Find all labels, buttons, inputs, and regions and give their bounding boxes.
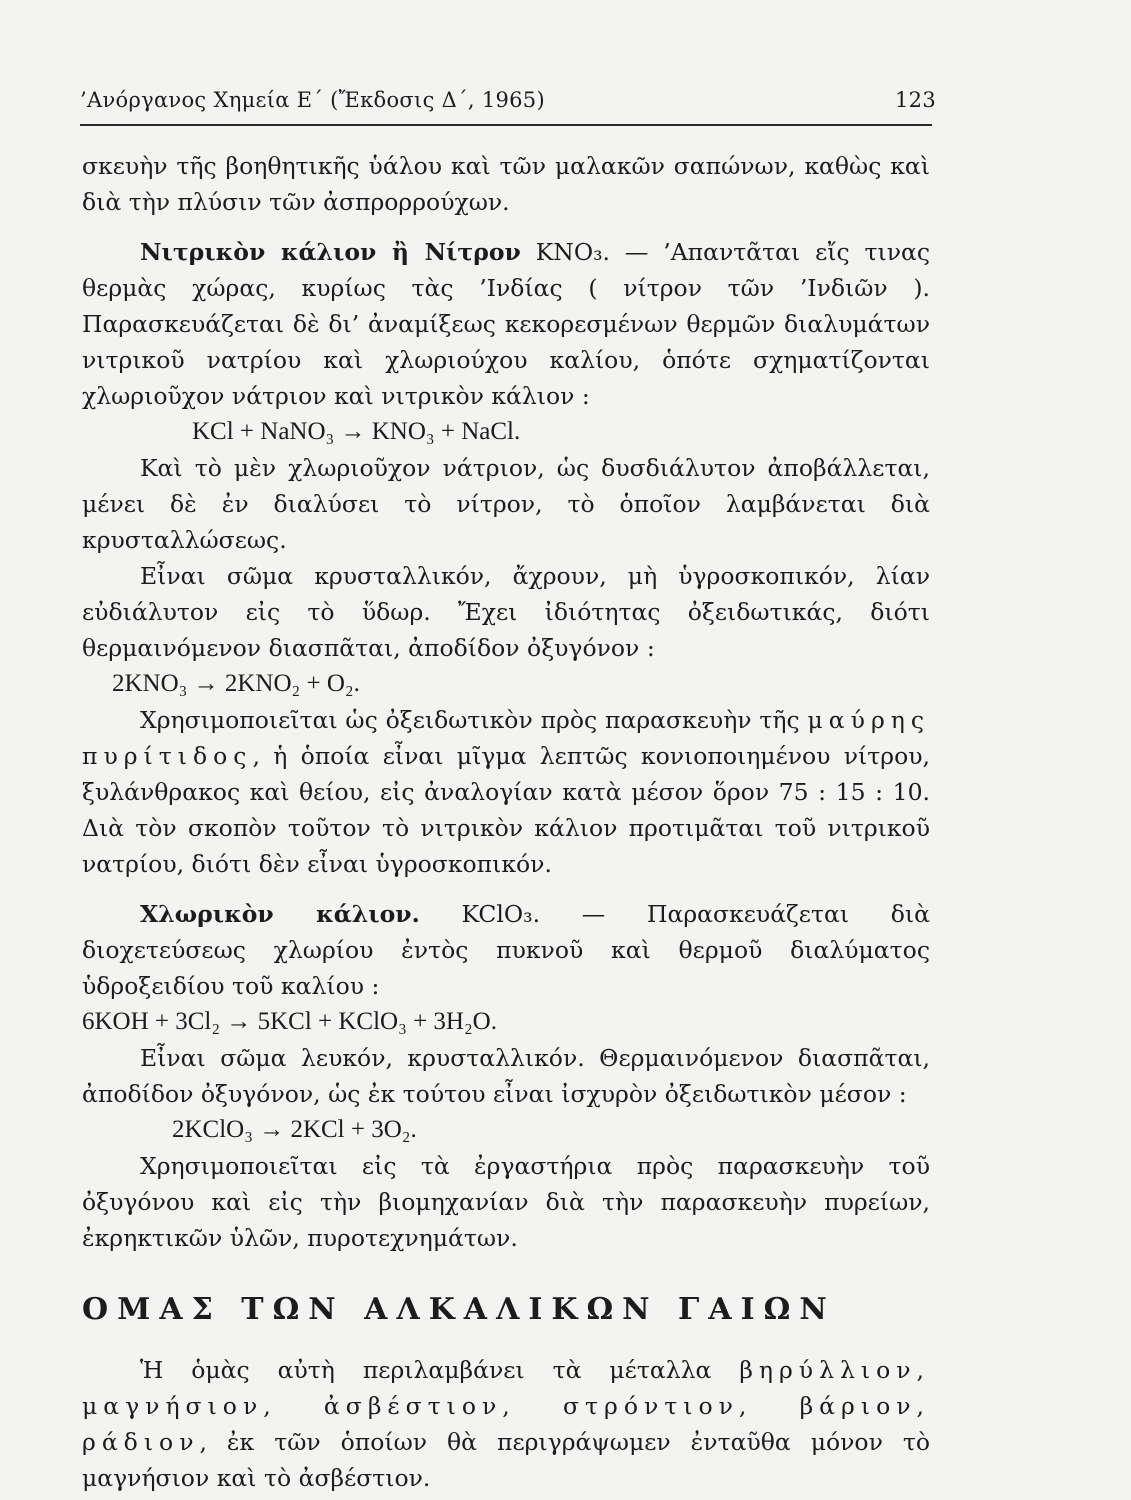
- term-metals-list: βηρύλλιον, μαγνήσιον, ἀσβέστιον, στρόντιον, βάριον, ράδιον: [82, 1356, 930, 1456]
- equation-kclo3-preparation: 6KOH + 3Cl₂ → 5KCl + KClO₃ + 3H₂O.: [82, 1008, 497, 1035]
- kno3-uses-text-b: , ἡ ὁποία εἶναι μῖγμα λεπτῶς κονιοποιημένου νίτρου, ξυλάνθρακος καὶ θείου, εἰς ἀναλογίαν κατὰ μέσον ὅρον 75 : 15 : 10. Διὰ τὸν σκοπὸν τοῦτον τὸ νιτρικὸν κάλιον προτιμᾶται τοῦ νιτρικοῦ νατρίου, διότι δὲν εἶναι ὑγροσκοπικόν.: [82, 742, 930, 878]
- heading-kclo3: Χλωρικὸν κάλιον.: [140, 900, 420, 928]
- page-number: 123: [895, 88, 936, 112]
- paragraph-kclo3-uses: Χρησιμοποιεῖται εἰς τὰ ἐργαστήρια πρὸς παρασκευὴν τοῦ ὀξυγόνου καὶ εἰς τὴν βιομηχανίαν διὰ τὴν παρασκευὴν πυρείων, ἐκρηκτικῶν ὑλῶν, πυροτεχνημάτων.: [82, 1152, 930, 1252]
- paragraph-section-intro: [82, 1352, 930, 1496]
- paragraph-kno3-intro: [82, 234, 930, 414]
- formula-kno3: KNO₃. —: [520, 238, 664, 266]
- paragraph-continued: σκευὴν τῆς βοηθητικῆς ὑάλου καὶ τῶν μαλακῶν σαπώνων, καθὼς καὶ διὰ τὴν πλύσιν τῶν ἀσπρορρούχων.: [82, 152, 930, 216]
- page-body: [82, 148, 930, 1496]
- heading-kno3: Νιτρικὸν κάλιον ἢ Νίτρον: [140, 238, 521, 266]
- equation-kclo3-decomposition: 2KClO₃ → 2KCl + 3O₂.: [172, 1116, 417, 1143]
- running-header: [80, 88, 936, 112]
- section-title: ΟΜΑΣ ΤΩΝ ΑΛΚΑΛΙΚΩΝ ΓΑΙΩΝ: [82, 1292, 836, 1327]
- paragraph-kclo3-intro: [82, 896, 930, 1004]
- paragraph-kclo3-properties: Εἶναι σῶμα λευκόν, κρυσταλλικόν. Θερμαινόμενον διασπᾶται, ἀποδίδον ὀξυγόνον, ὡς ἐκ τούτου εἶναι ἰσχυρὸν ὀξειδωτικὸν μέσον :: [82, 1044, 930, 1108]
- section-intro-text-b: , ἐκ τῶν ὁποίων θὰ περιγράψωμεν ἐνταῦθα μόνον τὸ μαγνήσιον καὶ τὸ ἀσβέστιον.: [82, 1428, 930, 1492]
- kclo3-intro-text: Παρασκευάζεται διὰ διοχετεύσεως χλωρίου ἐντὸς πυκνοῦ καὶ θερμοῦ διαλύματος ὑδροξειδίου τοῦ καλίου :: [82, 900, 930, 1000]
- section-intro-text-a: Ἡ ὁμὰς αὐτὴ περιλαμβάνει τὰ μέταλλα: [140, 1356, 740, 1384]
- header-rule: [80, 124, 932, 126]
- kno3-intro-text: ’Απαντᾶται εἴς τινας θερμὰς χώρας, κυρίως τὰς ’Ινδίας ( νίτρον τῶν ’Ινδιῶν ). Παρασκευάζεται δὲ δι’ ἀναμίξεως κεκορεσμένων θερμῶν διαλυμάτων νιτρικοῦ νατρίου καὶ χλωριούχου καλίου, ὁπότε σχηματίζονται χλωριοῦχον νάτριον καὶ νιτρικὸν κάλιον :: [82, 238, 931, 410]
- paragraph-kno3-uses: [82, 702, 930, 882]
- kno3-uses-text-a: Χρησιμοποιεῖται ὡς ὀξειδωτικὸν πρὸς παρασκευὴν τῆς: [140, 706, 808, 734]
- equation-kno3-decomposition: 2KNO₃ → 2KNO₂ + O₂.: [112, 670, 360, 697]
- formula-kclo3: KClO₃. —: [419, 900, 647, 928]
- paragraph-kno3-separation: Καὶ τὸ μὲν χλωριοῦχον νάτριον, ὡς δυσδιάλυτον ἀποβάλλεται, μένει δὲ ἐν διαλύσει τὸ νίτρον, τὸ ὁποῖον λαμβάνεται διὰ κρυσταλλώσεως.: [82, 454, 930, 554]
- equation-kno3-preparation: KCl + NaNO₃ → KNO₃ + NaCl.: [192, 418, 521, 445]
- paragraph-kno3-properties: Εἶναι σῶμα κρυσταλλικόν, ἄχρουν, μὴ ὑγροσκοπικόν, λίαν εὐδιάλυτον εἰς τὸ ὕδωρ. Ἔχει ἰδιότητας ὀξειδωτικάς, διότι θερμαινόμενον διασπᾶται, ἀποδίδον ὀξυγόνον :: [82, 562, 930, 662]
- term-black-powder: μαύρης πυρίτιδος: [82, 706, 930, 770]
- header-title: ’Ανόργανος Χημεία Ε΄ (Ἔκδοσις Δ΄, 1965): [80, 88, 545, 112]
